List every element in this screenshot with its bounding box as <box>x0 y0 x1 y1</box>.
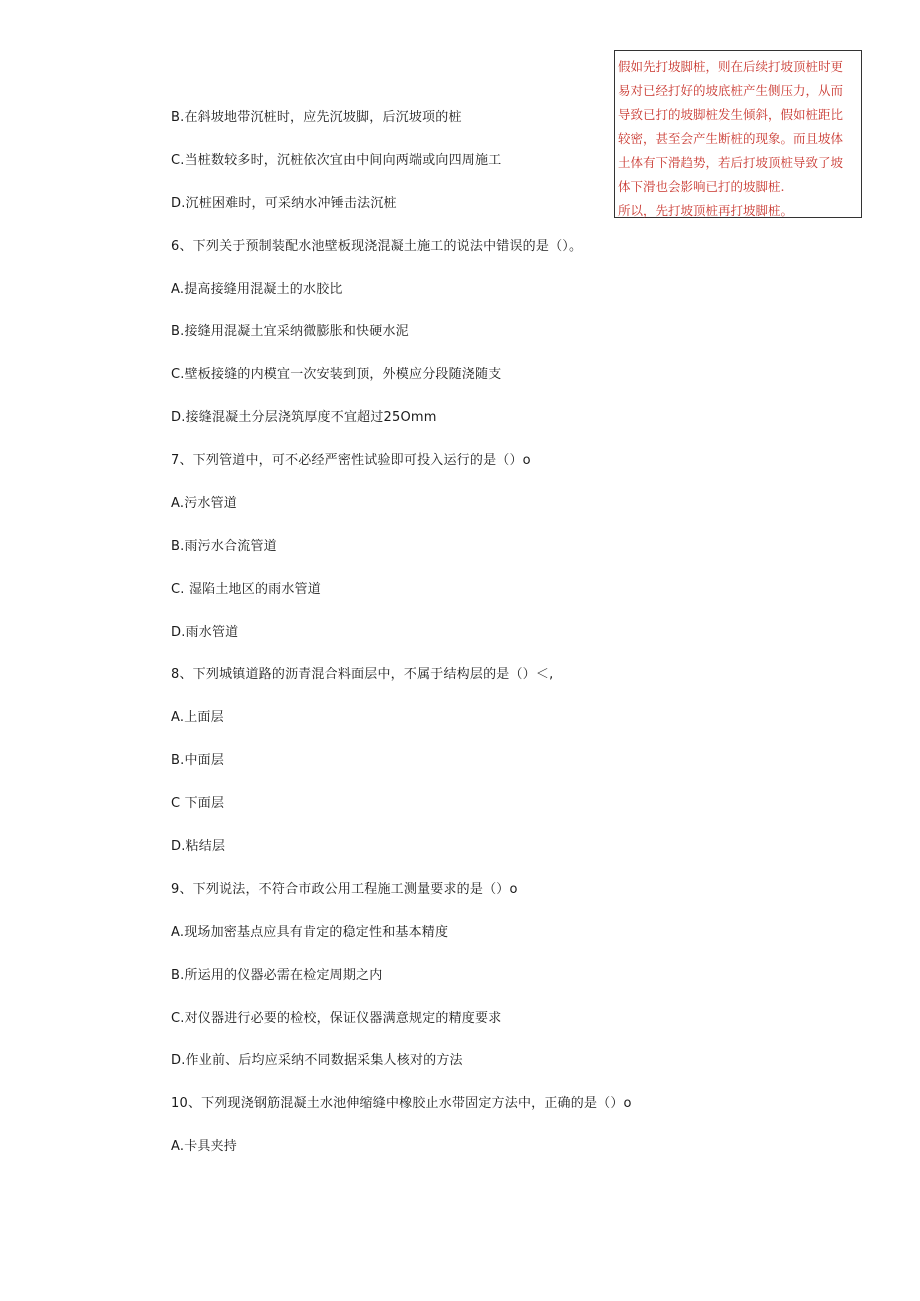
annotation-note-line: 体下滑也会影响已打的坡脚桩. <box>618 179 785 194</box>
option-line: C 下面层 <box>171 796 225 811</box>
option-line: B.所运用的仪器必需在检定周期之内 <box>171 968 383 983</box>
option-line: B.接缝用混凝土宜采纳微膨胀和快硬水泥 <box>171 324 409 339</box>
option-line: D.雨水管道 <box>171 625 239 640</box>
option-line: C.当桩数较多时，沉桩依次宜由中间向两端或向四周施工 <box>171 153 502 168</box>
option-line: A.现场加密基点应具有肯定的稳定性和基本精度 <box>171 925 449 940</box>
annotation-note-line: 土体有下滑趋势，若后打坡顶桩导致了坡 <box>618 155 844 170</box>
option-line: C.对仪器进行必要的检校，保证仪器满意规定的精度要求 <box>171 1011 502 1026</box>
option-line: A.卡具夹持 <box>171 1139 237 1154</box>
option-line: C. 湿陷土地区的雨水管道 <box>171 582 321 597</box>
option-line: A.污水管道 <box>171 496 237 511</box>
question-line: 8、下列城镇道路的沥青混合料面层中，不属于结构层的是（）＜, <box>171 667 554 682</box>
annotation-note-box <box>614 50 862 218</box>
annotation-note-line: 导致已打的坡脚桩发生倾斜，假如桩距比 <box>618 107 844 122</box>
question-line: 7、下列管道中，可不必经严密性试验即可投入运行的是（）o <box>171 453 531 468</box>
option-line: A.提高接缝用混凝土的水胶比 <box>171 282 343 297</box>
option-line: D.接缝混凝土分层浇筑厚度不宜超过25Omm <box>171 410 437 425</box>
option-line: D.作业前、后均应采纳不同数据采集人核对的方法 <box>171 1053 463 1068</box>
annotation-note-line: 所以，先打坡顶桩再打坡脚桩。 <box>618 203 794 218</box>
annotation-note-line: 易对已经打好的坡底桩产生侧压力，从而 <box>618 83 844 98</box>
question-line: 9、下列说法，不符合市政公用工程施工测量要求的是（）o <box>171 882 518 897</box>
option-line: B.中面层 <box>171 753 225 768</box>
annotation-note-line: 较密，甚至会产生断桩的现象。而且坡体 <box>618 131 844 146</box>
option-line: A.上面层 <box>171 710 224 725</box>
question-line: 10、下列现浇钢筋混凝土水池伸缩缝中橡胶止水带固定方法中，正确的是（）o <box>171 1096 632 1111</box>
option-line: C.壁板接缝的内模宜一次安装到顶，外模应分段随浇随支 <box>171 367 502 382</box>
annotation-note-line: 假如先打坡脚桩，则在后续打坡顶桩时更 <box>618 59 844 74</box>
question-line: 6、下列关于预制装配水池壁板现浇混凝土施工的说法中错误的是（）。 <box>171 239 583 254</box>
option-line: D.粘结层 <box>171 839 226 854</box>
option-line: D.沉桩困难时，可采纳水冲锤击法沉桩 <box>171 196 397 211</box>
option-line: B.雨污水合流管道 <box>171 539 277 554</box>
option-line: B.在斜坡地带沉桩时，应先沉坡脚，后沉坡项的桩 <box>171 110 462 125</box>
